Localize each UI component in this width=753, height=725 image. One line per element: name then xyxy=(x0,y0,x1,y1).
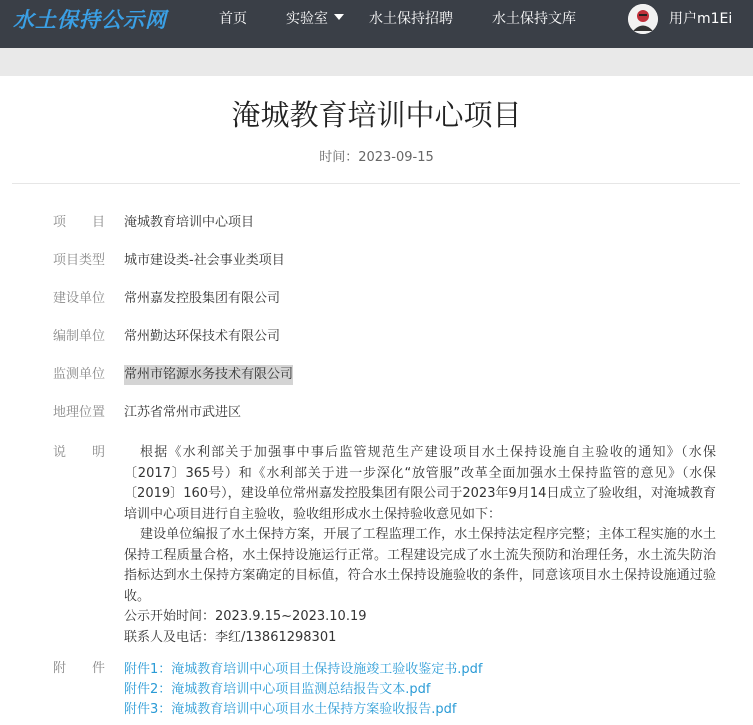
page-top-strip xyxy=(0,48,753,76)
nav-jobs[interactable]: 水土保持招聘 xyxy=(369,11,453,27)
description-body xyxy=(124,443,716,648)
field-label-type: 项目类型 xyxy=(53,253,106,268)
field-value-project: 淹城教育培训中心项目 xyxy=(124,215,255,230)
field-label-builder: 建设单位 xyxy=(53,291,106,306)
description-paragraph: 建设单位编报了水土保持方案，开展了工程监理工作，水土保持法定程序完整；主体工程实施的水土保持工程质量合格，水土保持设施运行正常。工程建设完成了水土流失预防和治理任务，水土流失防治指标达到水土保持方案确定的目标值，符合水土保持设施验收的条件，同意该项目水土保持设施通过验收。 xyxy=(124,527,716,604)
field-value-monitor: 常州市铭源水务技术有限公司 xyxy=(124,365,293,385)
field-label-monitor: 监测单位 xyxy=(53,367,106,382)
field-label-project: 项 目 xyxy=(53,215,106,230)
contact-info: 联系人及电话：李红/13861298301 xyxy=(124,629,337,645)
publicity-period: 公示开始时间：2023.9.15~2023.10.19 xyxy=(124,609,367,624)
field-value-compiler: 常州勤达环保技术有限公司 xyxy=(124,329,281,344)
field-label-compiler: 编制单位 xyxy=(53,329,106,344)
field-label-attachments: 附 件 xyxy=(53,661,106,676)
field-value-type: 城市建设类-社会事业类项目 xyxy=(124,253,285,268)
page-title: 淹城教育培训中心项目 xyxy=(231,98,522,132)
nav-lab-label: 实验室 xyxy=(286,11,328,27)
user-avatar-icon[interactable] xyxy=(628,4,658,34)
caret-down-icon xyxy=(334,14,344,20)
field-label-location: 地理位置 xyxy=(53,405,106,420)
attachment-link-1[interactable]: 附件1：淹城教育培训中心项目土保持设施竣工验收鉴定书.pdf xyxy=(124,662,483,677)
field-label-description: 说 明 xyxy=(53,445,106,460)
description-paragraph: 根据《水利部关于加强事中事后监管规范生产建设项目水土保持设施自主验收的通知》（水保〔2017〕365号）和《水利部关于进一步深化“放管服”改革全面加强水土保持监管的意见》（水保〔2019〕160号），建设单位常州嘉发控股集团有限公司于2023年9月14日成立了验收组，对淹城教育培训中心项目进行自主验收，验收组形成水土保持验收意见如下： xyxy=(124,445,716,522)
publish-date: 时间：2023-09-15 xyxy=(319,150,434,165)
divider xyxy=(12,183,740,184)
nav-lab[interactable] xyxy=(286,0,344,38)
nav-home[interactable]: 首页 xyxy=(219,11,247,27)
attachment-link-2[interactable]: 附件2：淹城教育培训中心项目监测总结报告文本.pdf xyxy=(124,682,431,697)
field-value-location: 江苏省常州市武进区 xyxy=(124,405,242,420)
site-logo[interactable]: 水土保持公示网 xyxy=(13,8,167,32)
field-value-builder: 常州嘉发控股集团有限公司 xyxy=(124,291,281,306)
attachment-link-3[interactable]: 附件3：淹城教育培训中心项目水土保持方案验收报告.pdf xyxy=(124,702,457,717)
top-navbar xyxy=(0,0,753,48)
nav-library[interactable]: 水土保持文库 xyxy=(492,11,576,27)
user-name[interactable]: 用户m1Ei xyxy=(669,11,733,27)
